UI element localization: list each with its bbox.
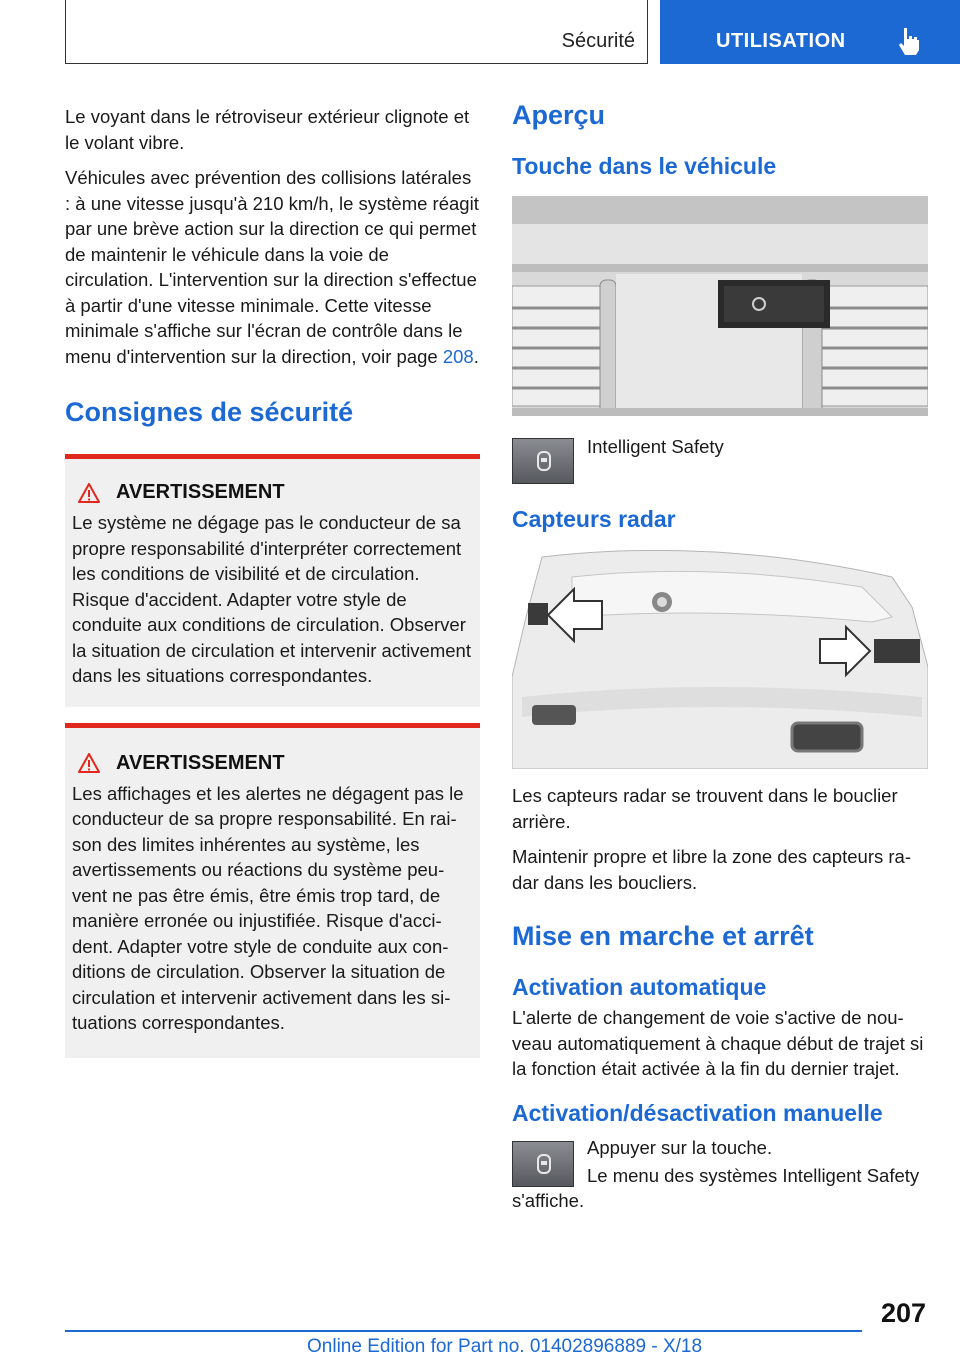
header-section-title: Sécurité (561, 30, 635, 52)
paragraph-end: . (473, 345, 479, 367)
left-column (65, 104, 480, 1058)
heading-manual-activation: Activation/désactivation manuelle (512, 1099, 883, 1126)
manual-step-2: Le menu des systèmes Intelligent Safety s'affiche. (512, 1164, 920, 1211)
intelligent-safety-button-icon-2 (512, 1141, 574, 1187)
warning-text-1: Le système ne dégage pas le conducteur de sa propre responsabilité d'interpréter correctement les conditions de visibilité et de circulation. Risque d'accident. Adapter votre style de conduite aux conditions de circulation. Observer la situation de circulation et intervenir activement dans les situations correspondantes. (72, 512, 471, 686)
paragraph-mirror-flash: Le voyant dans le rétroviseur extérieur clignote et le volant vibre. (65, 106, 470, 153)
warning-title-1: AVERTISSEMENT (116, 481, 285, 503)
button-caption-row (512, 434, 928, 494)
heading-on-off: Mise en marche et arrêt (512, 921, 814, 951)
heading-radar-sensors: Capteurs radar (512, 506, 676, 532)
manual-step-1: Appuyer sur la touche. (587, 1136, 773, 1158)
dashboard-button-photo (512, 196, 928, 416)
right-column (512, 100, 928, 1224)
heading-auto-activation: Activation automatique (512, 974, 767, 1000)
paragraph-lateral-collision-text: Véhicules avec prévention des collisions latérales : à une vitesse jusqu'à 210 km/h, le système réagit par une brève action sur la direction ce qui permet de maintenir le véhicule dans la voie de circulation. L'intervention sur la direction s'effectue à partir d'une vitesse minimale. Cette vitesse minimale s'affiche sur l'écran de contrôle dans le menu d'intervention sur la direction, voir page (65, 167, 479, 367)
header-box-left (65, 0, 648, 64)
heading-button-in-vehicle: Touche dans le véhicule (512, 153, 777, 179)
header-chapter-label: UTILISATION (716, 30, 846, 52)
auto-activation-text: L'alerte de changement de voie s'active de nouveau automatiquement à chaque début de trajet si la fonction était activée à la fin du dernier trajet. (512, 1007, 924, 1079)
paragraph-lateral-collision (65, 165, 480, 369)
warning-triangle-icon (78, 483, 100, 503)
page-reference-link[interactable]: 208 (442, 345, 474, 367)
heading-overview: Aperçu (512, 100, 606, 130)
warning-title-2: AVERTISSEMENT (116, 751, 285, 774)
footer-edition: Online Edition for Part no. 01402896889 - X/18 (307, 1336, 703, 1357)
warning-box-2 (65, 723, 480, 1058)
warning-triangle-icon (78, 753, 100, 773)
header-chapter-tab (660, 0, 960, 64)
intelligent-safety-button-icon (512, 438, 574, 484)
warning-text-2: Les affichages et les alertes ne dégagent pas le conducteur de sa propre responsabilité. En raison des limites inhérentes au système, les avertissements ou réactions du système peuvent ne pas être émis, être émis trop tard, de manière erronée ou injustifiée. Risque d'accident. Adapter votre style de conduite aux conditions de circulation. Observer la situation de circulation et intervenir activement dans les situations correspondantes. (72, 782, 464, 1033)
manual-activation-row (512, 1135, 928, 1219)
heading-safety: Consignes de sécurité (65, 397, 354, 427)
radar-paragraph-2: Maintenir propre et libre la zone des capteurs radar dans les boucliers. (512, 846, 911, 893)
page-number: 207 (880, 1298, 926, 1328)
button-caption: Intelligent Safety (587, 436, 724, 457)
pointing-hand-icon (896, 26, 922, 56)
footer-divider (65, 1330, 862, 1332)
radar-sensor-photo (512, 547, 928, 769)
warning-title-row-2 (72, 752, 472, 775)
warning-box-1 (65, 454, 480, 707)
radar-paragraph-1: Les capteurs radar se trouvent dans le bouclier arrière. (512, 785, 898, 832)
warning-title-row-1 (72, 481, 472, 504)
